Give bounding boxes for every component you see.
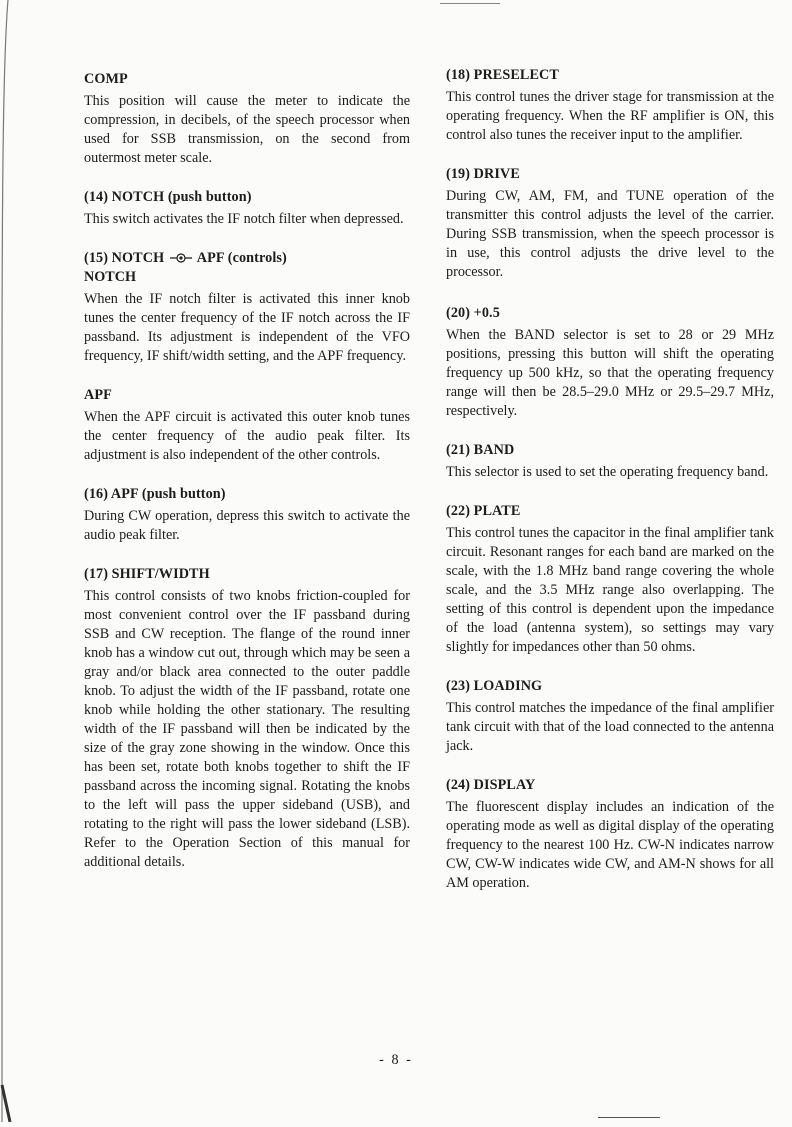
section-heading: (22) PLATE: [446, 503, 521, 519]
section-drive: [446, 165, 774, 282]
heading-prefix: (15) NOTCH: [84, 250, 165, 266]
section-heading: (20) +0.5: [446, 305, 500, 321]
section-notch-button: [84, 188, 410, 229]
section-heading: COMP: [84, 71, 128, 87]
left-column: [84, 66, 410, 872]
section-loading: [446, 677, 774, 756]
section-notch-apf: [84, 249, 410, 366]
section-body: This position will cause the meter to indicate the compression, in decibels, of the speech processor when used for SSB transmission, on the second from outermost meter scale.: [84, 93, 410, 166]
section-preselect: [446, 66, 774, 145]
section-body: This control consists of two knobs friction-coupled for most convenient control over the IF passband during SSB and CW reception. The flange of the round inner knob has a window cut out, through which may be seen a gray and/or black area connected to the outer paddle knob. To adjust the width of the IF passband, rotate one knob while holding the other stationary. The resulting width of the IF passband will then be indicated by the size of the gray zone showing in the window. Once this has been set, rotate both knobs together to shift the IF passband across the incoming signal. Rotating the knobs to the left will pass the upper sideband (USB), and rotating to the right will pass the lower sideband (LSB). Refer to the Operation Section of this manual for additional details.: [84, 587, 410, 870]
section-subheading: NOTCH: [84, 268, 137, 285]
scan-edge: [0, 0, 12, 1122]
section-body: This control tunes the driver stage for transmission at the operating frequency. When the RF amplifier is ON, this control also tunes the receiver input to the amplifier.: [446, 89, 774, 143]
section-heading: (16) APF (push button): [84, 485, 226, 502]
section-band: [446, 441, 774, 482]
heading-suffix: APF (controls): [196, 250, 287, 266]
section-heading: (19) DRIVE: [446, 166, 520, 182]
section-apf: [84, 386, 410, 465]
section-body: During CW, AM, FM, and TUNE operation of the transmitter this control adjusts the level of the carrier. During SSB transmission, when the speech processor is in use, this control adjusts the drive level to the processor.: [446, 188, 774, 280]
section-plus-half: [446, 304, 774, 421]
section-heading: (14) NOTCH (push button): [84, 189, 252, 205]
section-display: [446, 776, 774, 893]
section-heading: [84, 249, 410, 268]
section-body: This control tunes the capacitor in the final amplifier tank circuit. Resonant ranges for each band are marked on the scale, with the 1.8 MHz band range covering the whole scale, and the 3.5 MHz range also overlapping. The setting of this control is dependent upon the impedance of the load (antenna system), so settings may vary slightly for impedances other than 50 ohms.: [446, 525, 774, 655]
section-body: When the APF circuit is activated this outer knob tunes the center frequency of the audio peak filter. Its adjustment is also independent of the other controls.: [84, 408, 410, 463]
section-body: This control matches the impedance of the final amplifier tank circuit with that of the load connected to the antenna jack.: [446, 700, 774, 754]
section-body: When the IF notch filter is activated this inner knob tunes the center frequency of the IF notch across the IF passband. Its adjustment is independent of the VFO frequency, IF shift/width setting, and the APF frequency.: [84, 290, 410, 364]
scan-artifact-bottom: [598, 1117, 660, 1118]
section-comp: [84, 70, 410, 168]
concentric-knob-icon: [170, 250, 192, 268]
section-shift-width: [84, 565, 410, 872]
section-heading: (21) BAND: [446, 442, 515, 458]
section-heading: (23) LOADING: [446, 678, 543, 694]
section-body: This selector is used to set the operating frequency band.: [446, 464, 769, 480]
section-heading: (18) PRESELECT: [446, 67, 559, 83]
right-column: [446, 66, 774, 893]
scan-artifact-top: [440, 3, 500, 4]
section-body: The fluorescent display includes an indication of the operating mode as well as digital display of the operating frequency to the nearest 100 Hz. CW-N indicates narrow CW, CW-W indicates wide CW, and AM-N shows for all AM operation.: [446, 799, 774, 891]
section-heading: APF: [84, 386, 112, 403]
page-number: - 8 -: [379, 1052, 413, 1068]
section-heading: (17) SHIFT/WIDTH: [84, 565, 210, 582]
section-body: During CW operation, depress this switch to activate the audio peak filter.: [84, 507, 410, 543]
section-body: This switch activates the IF notch filter when depressed.: [84, 211, 404, 227]
section-apf-button: [84, 485, 410, 545]
section-body: When the BAND selector is set to 28 or 29 MHz positions, pressing this button will shift the operating frequency up 500 kHz, so that the operating frequency range will then be 28.5–29.0 MHz or 29.5–29.7 MHz, respectively.: [446, 327, 774, 419]
section-plate: [446, 502, 774, 657]
section-heading: (24) DISPLAY: [446, 777, 536, 793]
